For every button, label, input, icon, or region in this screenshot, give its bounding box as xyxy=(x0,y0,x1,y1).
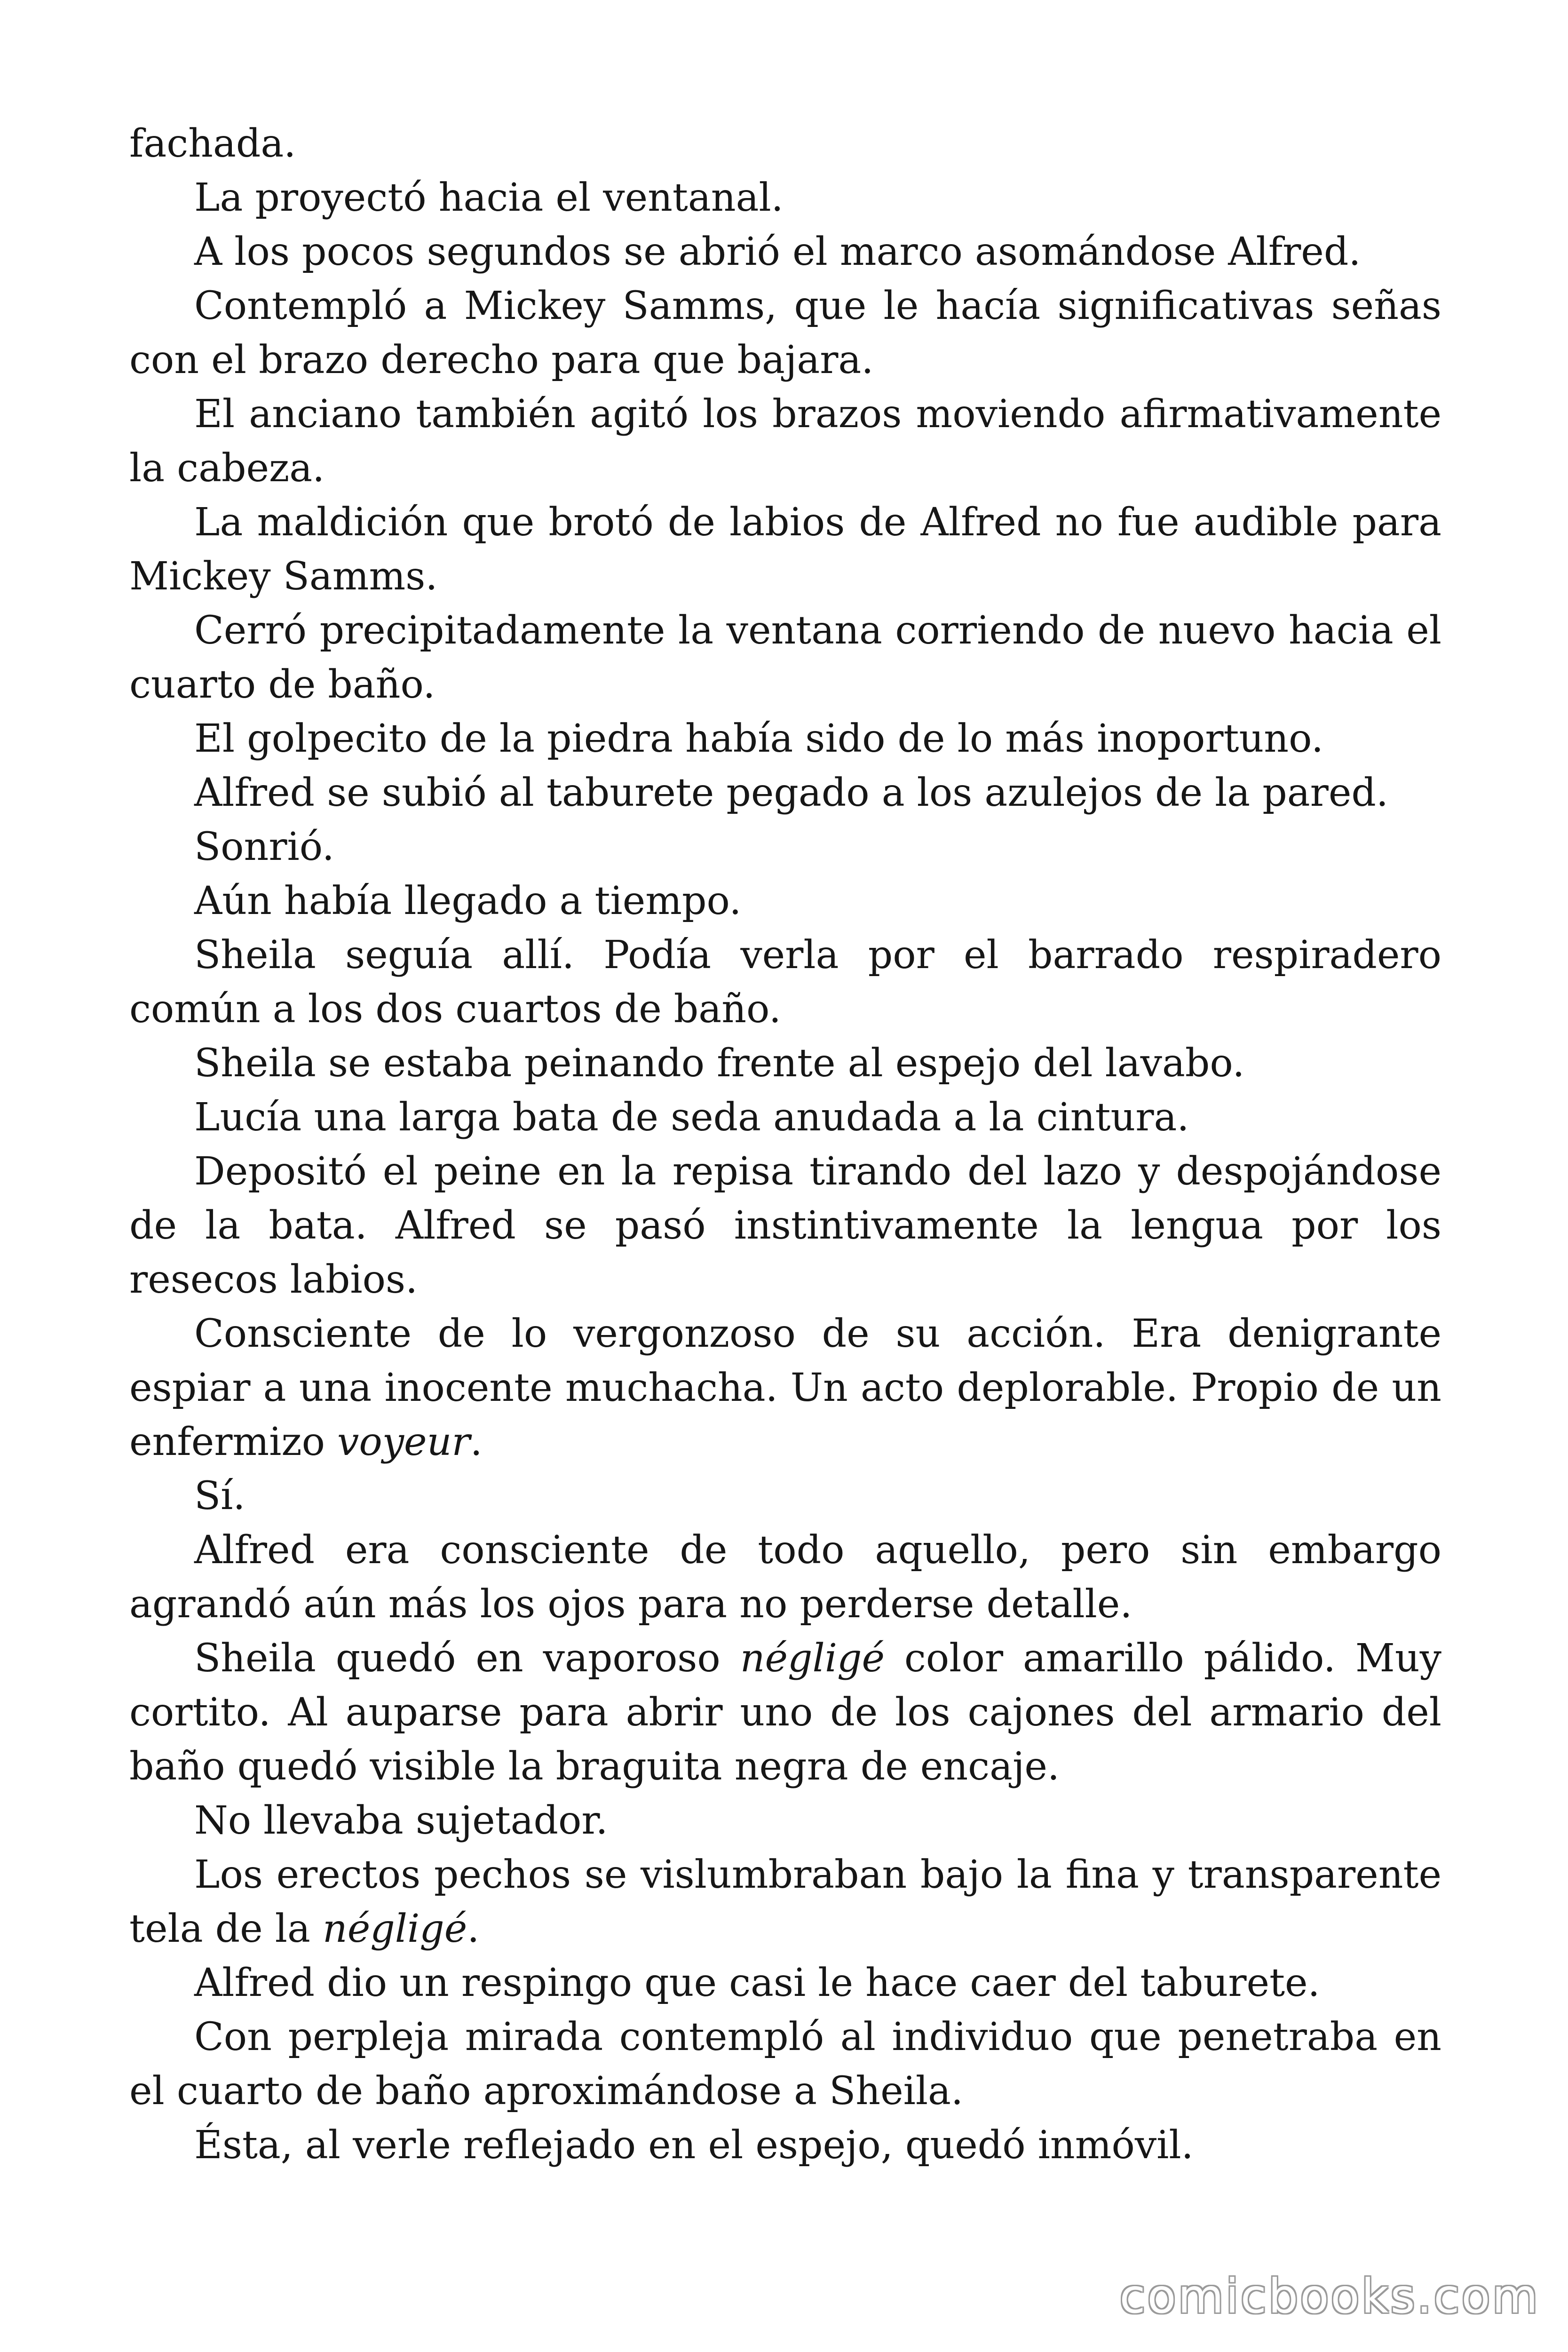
paragraph: Lucía una larga bata de seda anudada a la cintura. xyxy=(194,1095,1189,1140)
italic-word: voyeur xyxy=(337,1420,470,1464)
paragraph: Sheila seguía allí. Podía verla por el barrado respiradero común a los dos cuartos de baño. xyxy=(129,933,1441,1032)
paragraph-text: . xyxy=(470,1420,483,1464)
paragraph xyxy=(129,1848,1441,1956)
body-text xyxy=(129,117,1441,2172)
paragraph: Alfred era consciente de todo aquello, pero sin embargo agrandó aún más los ojos para no perderse detalle. xyxy=(129,1528,1441,1627)
paragraph xyxy=(129,1307,1441,1469)
paragraph: Alfred dio un respingo que casi le hace caer del taburete. xyxy=(194,1961,1320,2005)
paragraph: Depositó el peine en la repisa tirando del lazo y despojándose de la bata. Alfred se pasó instintivamente la lengua por los resecos labios. xyxy=(129,1149,1441,1302)
paragraph: A los pocos segundos se abrió el marco asomándose Alfred. xyxy=(194,230,1361,274)
paragraph: Ésta, al verle reflejado en el espejo, quedó inmóvil. xyxy=(194,2123,1194,2168)
paragraph: El golpecito de la piedra había sido de lo más inoportuno. xyxy=(194,716,1324,761)
paragraph: No llevaba sujetador. xyxy=(194,1798,608,1843)
paragraph: Contempló a Mickey Samms, que le hacía significativas señas con el brazo derecho para que bajara. xyxy=(129,284,1441,382)
watermark: comicbooks.com xyxy=(1119,2269,1540,2324)
paragraph-text: color amarillo pálido. Muy cortito. Al auparse para abrir uno de los cajones del armario del baño quedó visible la braguita negra de encaje. xyxy=(129,1636,1441,1789)
paragraph: Cerró precipitadamente la ventana corriendo de nuevo hacia el cuarto de baño. xyxy=(129,608,1441,707)
paragraph: Con perpleja mirada contempló al individuo que penetraba en el cuarto de baño aproximándose a Sheila. xyxy=(129,2015,1441,2114)
italic-word: négligé xyxy=(322,1907,467,1951)
paragraph: El anciano también agitó los brazos moviendo afirmativamente la cabeza. xyxy=(129,392,1441,491)
paragraph: Aún había llegado a tiempo. xyxy=(194,879,742,923)
paragraph: Sí. xyxy=(194,1474,245,1518)
paragraph-text: Consciente de lo vergonzoso de su acción. Era denigrante espiar a una inocente muchacha. Un acto deplorable. Propio de un enfermizo xyxy=(129,1311,1441,1464)
paragraph-text: Sheila quedó en vaporoso xyxy=(194,1636,740,1681)
paragraph-text: . xyxy=(467,1907,480,1951)
paragraph: fachada. xyxy=(129,121,296,166)
paragraph: Sheila se estaba peinando frente al espejo del lavabo. xyxy=(194,1041,1245,1086)
paragraph xyxy=(129,1631,1441,1794)
paragraph: Alfred se subió al taburete pegado a los azulejos de la pared. xyxy=(194,771,1388,815)
paragraph: La proyectó hacia el ventanal. xyxy=(194,175,784,220)
paragraph-text: Los erectos pechos se vislumbraban bajo la fina y transparente tela de la xyxy=(129,1852,1441,1951)
paragraph: La maldición que brotó de labios de Alfred no fue audible para Mickey Samms. xyxy=(129,500,1441,599)
paragraph: Sonrió. xyxy=(194,825,334,869)
italic-word: négligé xyxy=(740,1636,885,1681)
